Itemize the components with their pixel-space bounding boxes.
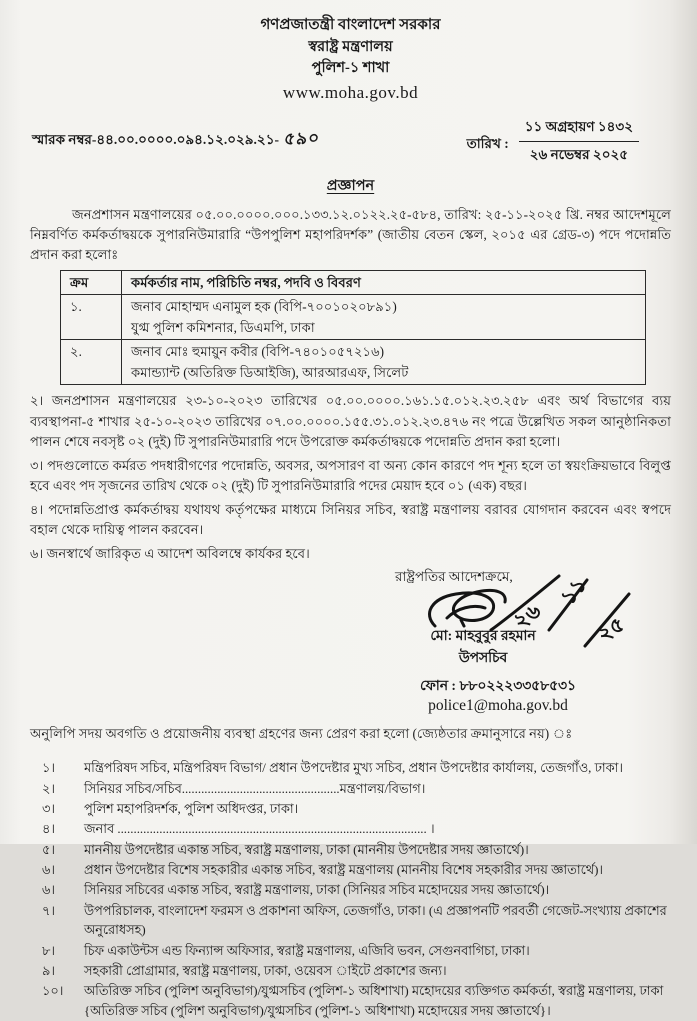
- item-number: ২।: [42, 781, 55, 796]
- officer-name-line: জনাব মোহাম্মদ এনামুল হক (বিপি-৭০০১০২০৮৯১): [131, 298, 397, 314]
- clause-number: ২।: [30, 393, 44, 409]
- document-title: প্রজ্ঞাপন: [326, 177, 375, 194]
- item-text: প্রধান উপদেষ্টার বিশেষ সহকারীর একান্ত সচিব, স্বরাষ্ট্র মন্ত্রণালয় (মাননীয় বিশেষ সহকারীর সদয় জ্ঞাতার্থে)।: [84, 863, 604, 878]
- distribution-intro: অনুলিপি সদয় অবগতি ও প্রয়োজনীয় ব্যবস্থা গ্রহণের জন্য প্রেরণ করা হলো (জ্যেষ্ঠতার ক্রমানুসারে নয়) ঃ: [30, 726, 573, 742]
- row-details: [122, 294, 646, 339]
- by-order-text: রাষ্ট্রপতির আদেশক্রমে,: [395, 569, 513, 585]
- item-number: ৬।: [42, 863, 55, 878]
- list-item: [30, 841, 671, 860]
- row-details: [122, 340, 646, 385]
- officer-post-line: যুগ্ম পুলিশ কমিশনার, ডিএমপি, ঢাকা: [131, 320, 315, 336]
- clause-6: [30, 544, 671, 564]
- list-item: [30, 820, 671, 839]
- item-number: ৪।: [42, 822, 55, 837]
- ministry-name: স্বরাষ্ট্র মন্ত্রণালয়: [308, 38, 393, 55]
- government-name: গণপ্রজাতন্ত্রী বাংলাদেশ সরকার: [260, 17, 441, 33]
- item-text: মাননীয় উপদেষ্টার একান্ত সচিব, স্বরাষ্ট্র মন্ত্রণালয়, ঢাকা (মাননীয় উপদেষ্টার সদয় জ্ঞাতার্থে)।: [84, 842, 529, 857]
- signatory-phone: ফোন : ৮৮০২২২৩৩৫৮৫৩১: [420, 678, 576, 694]
- item-number: ১০।: [42, 984, 64, 999]
- list-item: [30, 800, 671, 819]
- clause-text: পদগুলোতে কর্মরত পদধারীগণের পদোন্নতি, অবসর, অপসারণ বা অন্য কোন কারণে পদ শূন্য হলে তা স্বয়ংক্রিয়ভাবে বিলুপ্ত হবে এবং পদ সৃজনের তারিখ থেকে ০২ (দুই) টি সুপারনিউমারারি পদের মেয়াদ হবে ০১ (এক) বছর।: [30, 457, 671, 494]
- ministry-website: www.moha.gov.bd: [282, 83, 419, 102]
- date-block: [467, 116, 639, 167]
- date-gregorian: ২৬ নভেম্বর ২০২৫: [529, 146, 629, 162]
- item-number: ৫।: [42, 842, 55, 857]
- item-text: অতিরিক্ত সচিব (পুলিশ অনুবিভাগ)/যুগ্মসচিব (পুলিশ-১ অধিশাখা) মহোদয়ের ব্যক্তিগত কর্মকর্তা, স্বরাষ্ট্র মন্ত্রণালয়, ঢাকা {অতিরিক্ত সচিব (পুলিশ অনুবিভাগ)/যুগ্মসচিব (পুলিশ-১ অধিশাখা) মহোদয়ের সদয় জ্ঞাতার্থে}।: [84, 984, 664, 1018]
- item-number: ৮।: [42, 943, 55, 958]
- officer-post-line: কমান্ড্যান্ট (অতিরিক্ত ডিআইজি), আরআরএফ, সিলেট: [131, 365, 409, 381]
- signatory-designation: উপসচিব: [458, 650, 508, 666]
- list-item: [30, 759, 671, 778]
- table-header-row: [61, 270, 646, 294]
- item-number: ৭।: [42, 903, 55, 918]
- table-row: [61, 340, 646, 385]
- signatory-name: মো: মাহবুবুর রহমান: [430, 628, 536, 644]
- item-number: ১।: [42, 761, 55, 776]
- handwritten-date-month: ১১: [555, 572, 592, 610]
- clause-text: পদোন্নতিপ্রাপ্ত কর্মকর্তাদ্বয় যথাযথ কর্তৃপক্ষের মাধ্যমে সিনিয়র সচিব, স্বরাষ্ট্র মন্ত্রণালয় বরাবর যোগদান করবেন এবং স্বপদে বহাল থেকে দায়িত্ব পালন করবেন।: [30, 501, 672, 538]
- clause-4: [30, 500, 671, 541]
- clause-text: জনপ্রশাসন মন্ত্রণালয়ের ২৩-১০-২০২৩ তারিখের ০৫.০০.০০০০.১৬১.১৫.০১২.২৩.২৫৮ এবং অর্থ বিভাগের ব্যয় ব্যবস্থাপনা-৫ শাখার ২৫-১০-২০২৩ তারিখের ০৭.০০.০০০০.১৫৫.৩১.০১২.২৩.৪৭৬ নং পত্রে উল্লেখিত সকল আনুষ্ঠানিকতা পালন শেষে নবসৃষ্ট ০২ (দুই) টি সুপারনিউমারারি পদে উপরোক্ত কর্মকর্তাদ্বয়কে পদোন্নতি প্রদান করা হলো।: [30, 393, 671, 450]
- clause-text: জনস্বার্থে জারিকৃত এ আদেশ অবিলম্বে কার্যকর হবে।: [46, 545, 310, 561]
- item-text: সিনিয়র সচিবের একান্ত সচিব, স্বরাষ্ট্র মন্ত্রণালয়, ঢাকা (সিনিয়র সচিব মহোদয়ের সদয় জ্ঞাতার্থে)।: [84, 883, 550, 898]
- row-serial: ১.: [61, 294, 122, 339]
- list-item: [30, 962, 671, 981]
- officer-name-line: জনাব মোঃ হুমায়ুন কবীর (বিপি-৭৪০১০৫৭২১৬): [131, 344, 385, 360]
- item-number: ৯।: [42, 963, 55, 978]
- handwritten-date-year: ২৫: [592, 611, 629, 647]
- date-label: তারিখ :: [466, 135, 509, 151]
- signature-block: [383, 566, 653, 724]
- officers-table: [60, 270, 646, 386]
- memo-number-handwritten: ৫৯০: [283, 127, 322, 149]
- item-number: ৩।: [42, 802, 55, 817]
- list-item: [30, 982, 671, 1021]
- item-text: সহকারী প্রোগ্রামার, স্বরাষ্ট্র মন্ত্রণালয়, ঢাকা, ওয়েবস াইটে প্রকাশের জন্য।: [84, 963, 447, 978]
- clause-3: [30, 456, 671, 497]
- item-text: মন্ত্রিপরিষদ সচিব, মন্ত্রিপরিষদ বিভাগ/ প্রধান উপদেষ্টার মুখ্য সচিব, প্রধান উপদেষ্টার কার্যালয়, তেজগাঁও, ঢাকা।: [84, 761, 624, 776]
- distribution-list: [30, 759, 671, 1021]
- list-item: [30, 861, 671, 880]
- item-text: চিফ একাউন্টস এন্ড ফিন্যান্স অফিসার, স্বরাষ্ট্র মন্ত্রণালয়, এজিবি ভবন, সেগুনবাগিচা, ঢাকা।: [84, 943, 530, 958]
- clause-2: [30, 391, 671, 452]
- list-item: [30, 780, 671, 799]
- date-bangla: ১১ অগ্রহায়ণ ১৪৩২: [519, 116, 639, 142]
- clause-number: ৬।: [30, 545, 44, 561]
- table-row: [61, 294, 646, 339]
- list-item: [30, 902, 671, 941]
- col-header-serial: ক্রম: [61, 270, 122, 294]
- clause-number: ৩।: [30, 457, 44, 473]
- date-values: [519, 116, 639, 167]
- handwritten-date-day: ২৬: [508, 598, 545, 634]
- memo-number-printed: স্মারক নম্বর-৪৪.০০.০০০০.০৯৪.১২.০২৯.২১-: [32, 131, 279, 147]
- item-text: সিনিয়র সচিব/সচিব.................................................মন্ত্রণালয়/বিভাগ।: [84, 781, 426, 796]
- branch-name: পুলিশ-১ শাখা: [311, 60, 390, 77]
- row-serial: ২.: [61, 340, 122, 385]
- intro-paragraph: জনপ্রশাসন মন্ত্রণালয়ের ০৫.০০.০০০০.০০০.১৩৩.১২.০১২২.২৫-৫৮৪, তারিখ: ২৫-১১-২০২৫ খ্রি. নম্বর আদেশমূলে নিম্নবর্ণিত কর্মকর্তাদ্বয়কে সুপারনিউমারারি “উপপুলিশ মহাপরিদর্শক” (জাতীয় বেতন স্কেল, ২০১৫ এর গ্রেড-৩) পদে পদোন্নতি প্রদান করা হলোঃ: [30, 206, 671, 263]
- memo-number: [32, 116, 320, 154]
- list-item: [30, 942, 671, 961]
- item-text: জনাব ................................................................................................ ।: [84, 822, 435, 837]
- signatory-email: police1@moha.gov.bd: [428, 697, 568, 715]
- item-text: পুলিশ মহাপরিদর্শক, পুলিশ অধিদপ্তর, ঢাকা।: [84, 802, 299, 817]
- col-header-details: কর্মকর্তার নাম, পরিচিতি নম্বর, পদবি ও বিবরণ: [122, 270, 646, 294]
- list-item: [30, 881, 671, 900]
- item-text: উপপরিচালক, বাংলাদেশ ফরমস ও প্রকাশনা অফিস, তেজগাঁও, ঢাকা। (এ প্রজ্ঞাপনটি পরবর্তী গেজেট-সংখ্যায় প্রকাশের অনুরোধসহ): [84, 903, 667, 938]
- letterhead: [30, 14, 671, 106]
- memo-row: [30, 116, 671, 167]
- item-number: ৬।: [42, 883, 55, 898]
- clause-number: ৪।: [30, 501, 44, 517]
